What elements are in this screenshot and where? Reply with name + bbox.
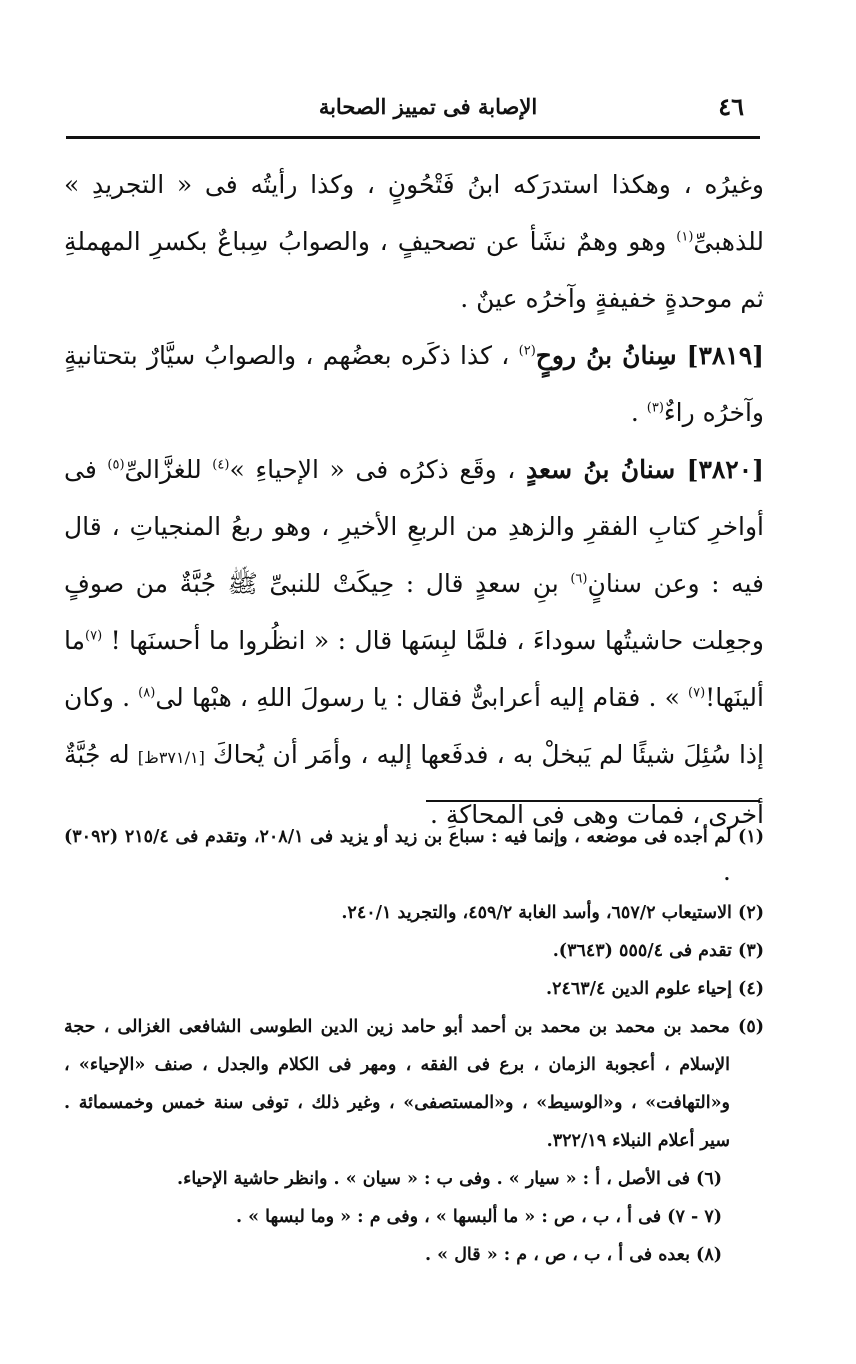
footnote-number: (١) — [738, 827, 765, 847]
footnote-7 — [64, 1198, 764, 1236]
entry-3820 — [64, 441, 764, 843]
footnote-8 — [64, 1236, 764, 1274]
footnote-marker: (٤) — [212, 457, 230, 473]
footnote-marker: (٥) — [107, 457, 125, 473]
footnote-number: (٥) — [738, 1017, 765, 1037]
footnote-number: (٤) — [738, 979, 764, 999]
footnote-marker: (٣) — [646, 400, 664, 416]
footnote-6 — [64, 1160, 764, 1198]
running-title: الإصابة فى تمييز الصحابة — [318, 94, 538, 119]
manuscript-page-ref: [٣٧١/١ظ] — [137, 748, 205, 767]
footnote-number: (٢) — [738, 903, 764, 923]
footnotes-rule — [426, 800, 760, 802]
footnote-marker: (٧) — [688, 685, 706, 701]
footnote-text: الاستيعاب ٦٥٧/٢، وأسد الغابة ٤٥٩/٢، والتجريد ٢٤٠/١. — [341, 903, 732, 923]
text-segment: للغزَّالىِّ — [124, 455, 213, 484]
text-segment: ما ألينَها! — [64, 626, 764, 712]
page-number: ٤٦ — [718, 92, 744, 121]
text-segment: . — [630, 398, 647, 427]
footnote-number: (٦) — [696, 1169, 722, 1189]
text-segment: ، وقَع ذكرُه فى « الإحياءِ » — [229, 455, 526, 484]
footnote-4 — [64, 970, 764, 1008]
footnote-marker: (٨) — [138, 685, 156, 701]
footnote-marker: (٢) — [518, 343, 536, 359]
text-segment: . وكان إذا سُئِلَ شيئًا لم يَبخلْ به ، فدفَعها إليه ، وأمَر أن يُحاكَ — [64, 683, 764, 769]
footnote-number: (٧ - ٧) — [667, 1207, 722, 1227]
text-segment: فى أواخرِ كتابِ الفقرِ والزهدِ من الربعِ الأخيرِ ، وهو ربعُ المنجياتِ ، قال فيه : وعن سنانٍ — [64, 455, 764, 598]
text-segment: له جُبَّةٌ أخرى ، فمات وهى فى المحاكةِ . — [64, 740, 764, 829]
footnote-1 — [64, 818, 764, 894]
text-segment: بنِ سعدٍ قال : حِيكَتْ للنبىِّ ﷺ جُبَّةٌ من صوفٍ وجعِلت حاشيتُها سوداءَ ، فلمَّا لبِسَها قال : « انظُروا ما أحسنَها ! — [64, 569, 764, 655]
footnote-5 — [64, 1008, 764, 1160]
footnote-text: تقدم فى ٥٥٥/٤ (٣٦٤٣). — [552, 941, 732, 961]
running-header — [112, 88, 744, 128]
entry-heading: [٣٨١٩] سِنانُ بنُ روحٍ — [535, 341, 764, 370]
text-segment: » . فقام إليه أعرابىٌّ فقال : يا رسولَ اللهِ ، هبْها لى — [155, 683, 689, 712]
footnote-text: إحياء علوم الدين ٢٤٦٣/٤. — [545, 979, 732, 999]
header-rule — [66, 136, 760, 139]
footnote-3 — [64, 932, 764, 970]
footnote-marker: (١) — [676, 229, 694, 245]
footnote-text: لم أجده فى موضعه ، وإنما فيه : سباع بن زيد أو يزيد فى ٢٠٨/١، وتقدم فى ٢١٥/٤ (٣٠٩٢) . — [64, 827, 732, 885]
paragraph-continuation — [64, 156, 764, 327]
footnote-marker: (٧) — [85, 628, 103, 644]
footnote-text: فى الأصل ، أ : « سيار » . وفى ب : « سيان » . وانظر حاشية الإحياء. — [177, 1169, 690, 1189]
footnote-marker: (٦) — [570, 571, 588, 587]
footnote-2 — [64, 894, 764, 932]
footnote-number: (٨) — [696, 1245, 722, 1265]
footnotes — [64, 818, 764, 1274]
entry-heading: [٣٨٢٠] سنانُ بنُ سعدٍ — [525, 455, 764, 484]
text-segment: وهو وهمٌ نشَأ عن تصحيفٍ ، والصوابُ سِباعٌ بكسرِ المهملةِ ثم موحدةٍ خفيفةٍ وآخرُه عينٌ . — [64, 227, 764, 313]
footnote-text: بعده فى أ ، ب ، ص ، م : « قال » . — [425, 1245, 690, 1265]
text-segment: وغيرُه ، وهكذا استدرَكه ابنُ فَتْحُونٍ ، وكذا رأيتُه فى « التجريدِ » للذهبىِّ — [64, 170, 764, 256]
text-segment: ، كذا ذكَره بعضُهم ، والصوابُ سيَّارٌ بتحتانيةٍ وآخرُه راءٌ — [64, 341, 764, 427]
entry-3819 — [64, 327, 764, 441]
footnote-text: محمد بن محمد بن محمد بن أحمد أبو حامد زين الدين الطوسى الشافعى الغزالى ، حجة الإسلام ، أعجوبة الزمان ، برع فى الفقه ، ومهر فى الكلام والجدل ، صنف «الإحياء» ، و«التهافت» ، و«الوسيط» ، و«المستصفى» ، وغير ذلك ، توفى سنة خمس وخمسمائة . سير أعلام النبلاء ٣٢٢/١٩. — [64, 1017, 730, 1151]
footnote-text: فى أ ، ب ، ص : « ما ألبسها » ، وفى م : « وما لبسها » . — [235, 1207, 662, 1227]
footnote-number: (٣) — [738, 941, 764, 961]
main-text — [64, 156, 764, 843]
